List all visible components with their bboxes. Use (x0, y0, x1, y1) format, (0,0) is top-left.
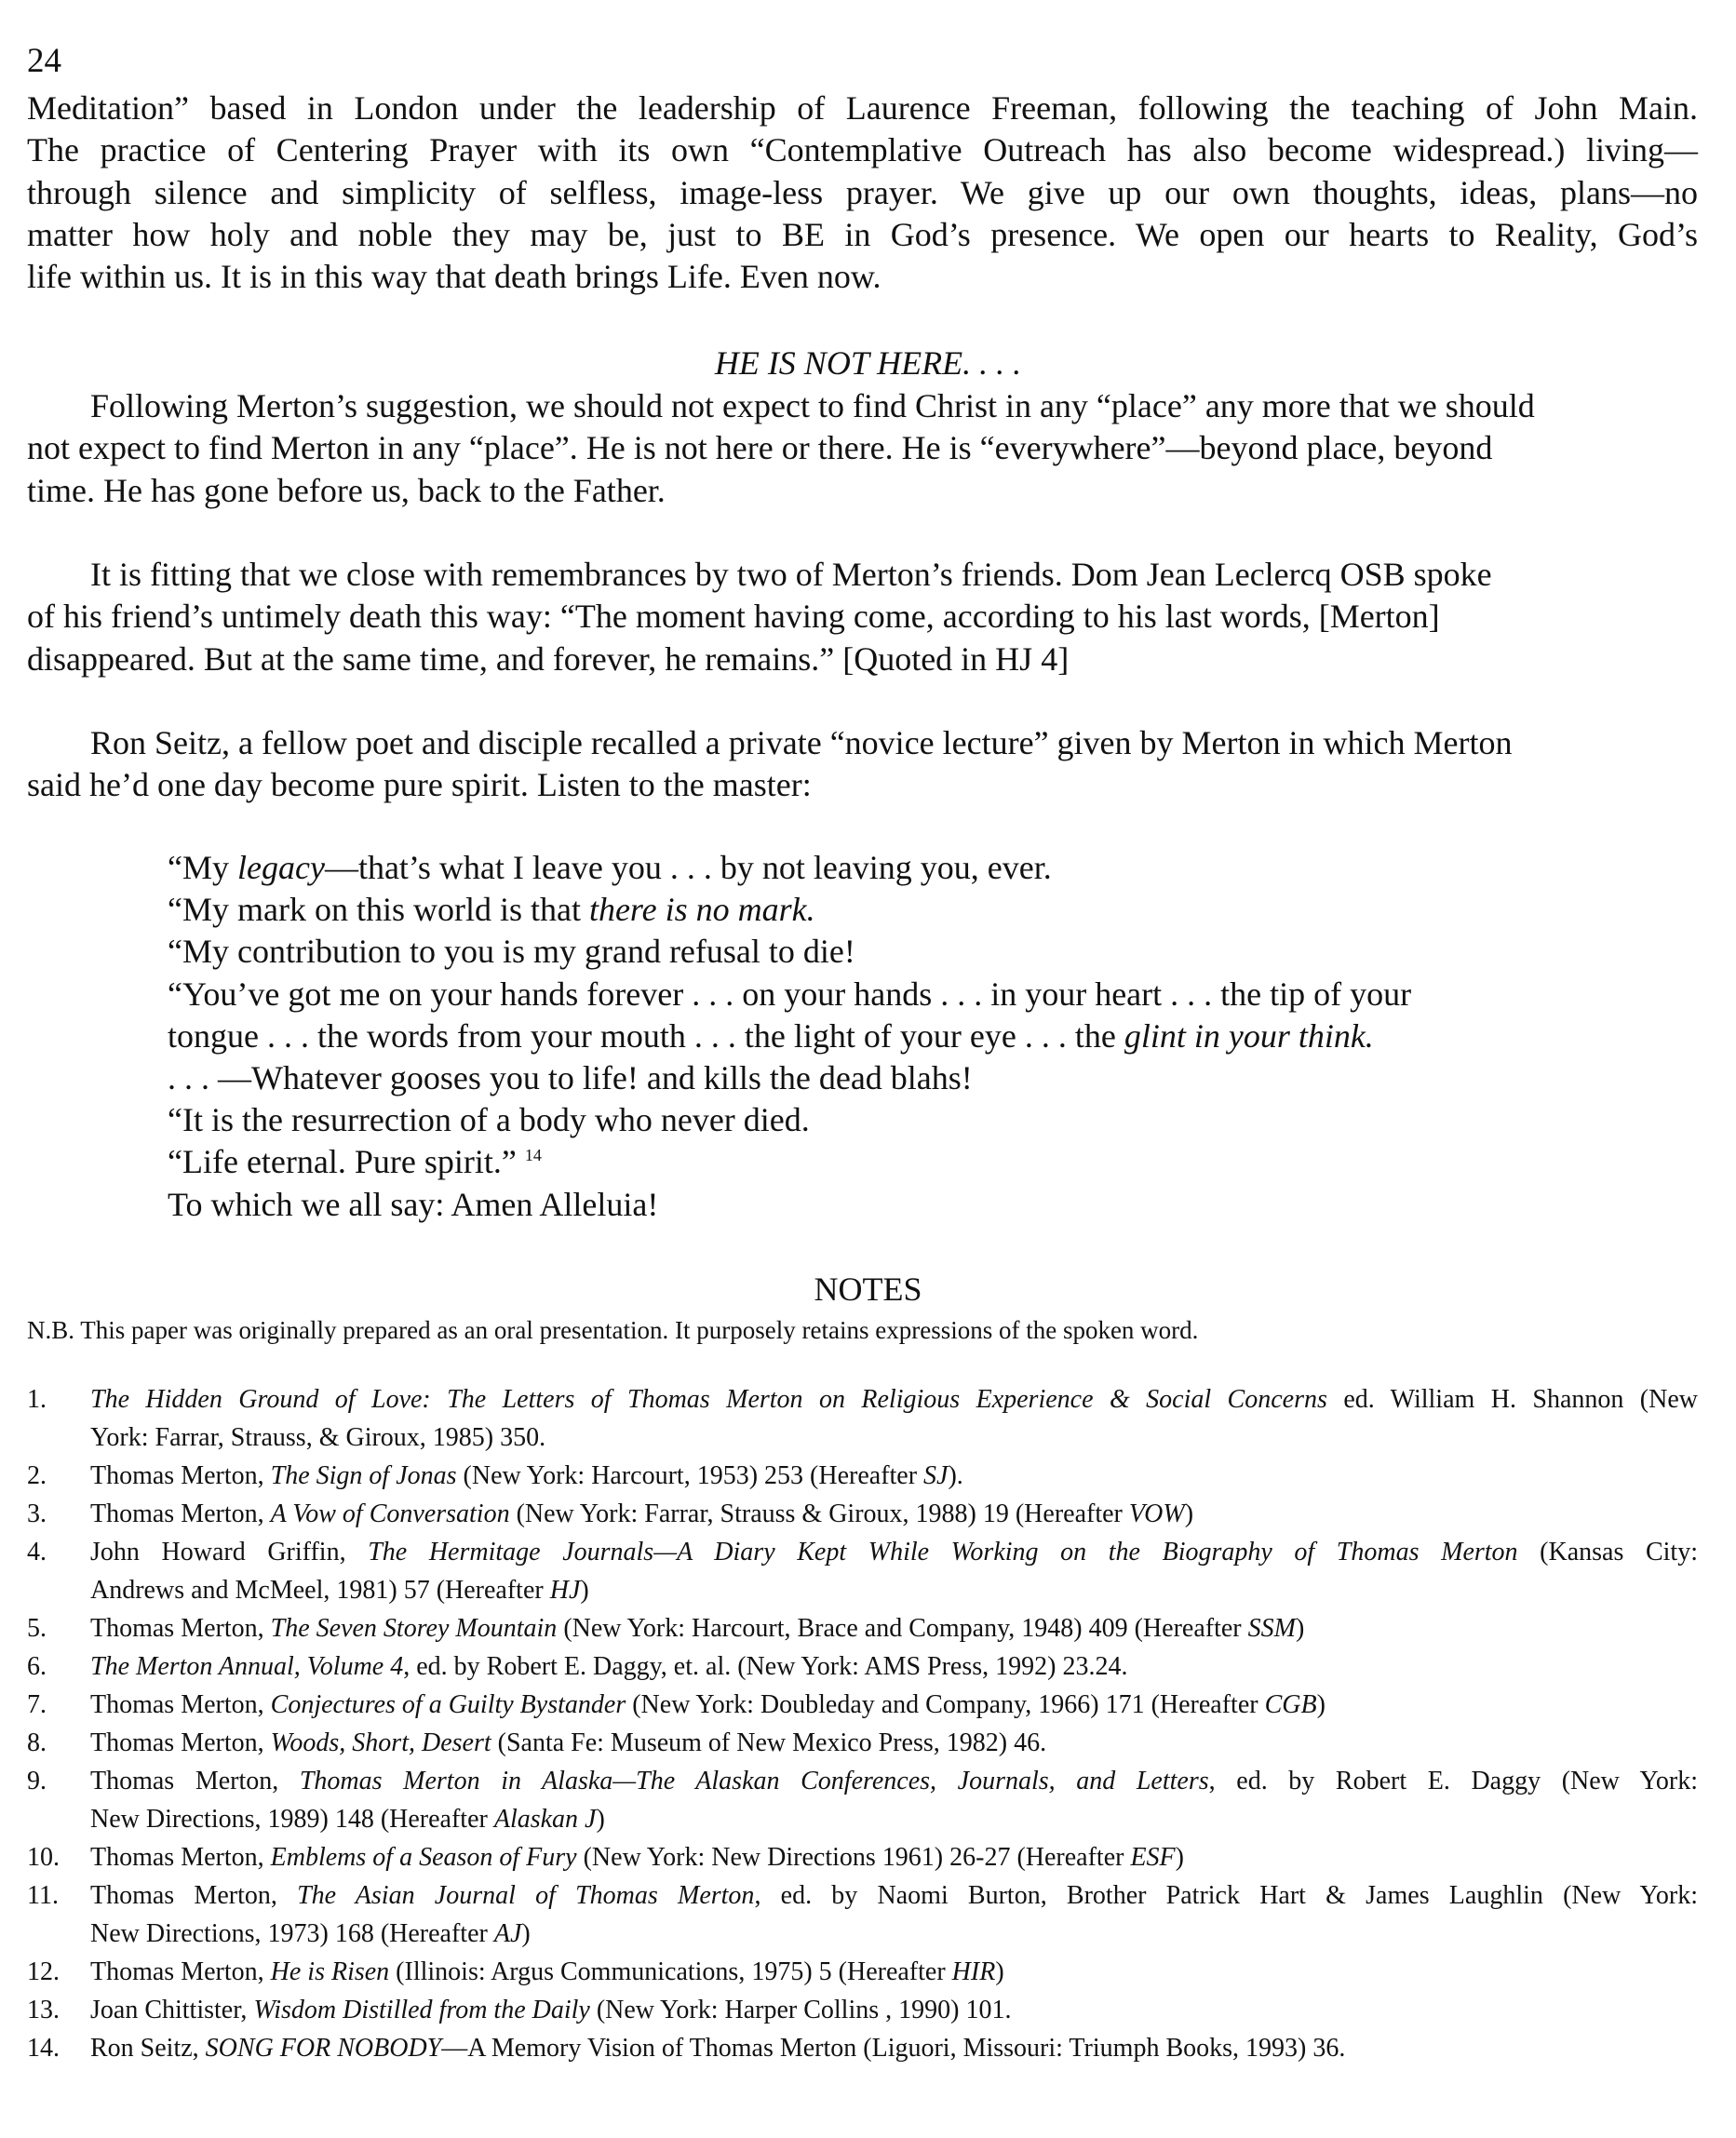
note-item (27, 1724, 1698, 1762)
note-segment: —A Memory Vision of Thomas Merton (Liguori, Missouri: Triumph Books, 1993) 36. (441, 2034, 1346, 2063)
italic-title: The Hidden Ground of Love: The Letters of Thomas Merton on Religious Experience & Social Concerns (90, 1385, 1327, 1414)
note-segment: John Howard Griffin, (90, 1538, 369, 1567)
italic-title: ESF (1130, 1843, 1176, 1872)
note-line (90, 1876, 1698, 1915)
italic-title: Alaskan J (493, 1805, 597, 1834)
note-segment: Thomas Merton, (90, 1614, 271, 1643)
italic-title: HIR (951, 1957, 996, 1986)
note-text (90, 2029, 1698, 2067)
italic-title: He is Risen (270, 1957, 390, 1986)
italic-title: A Vow of Conversation (270, 1499, 510, 1528)
note-segment: ). (948, 1461, 963, 1490)
note-line (90, 1915, 1698, 1953)
note-segment: Thomas Merton, (90, 1728, 271, 1757)
note-segment: (Kansas City: (1517, 1538, 1698, 1567)
note-number: 3. (27, 1499, 47, 1528)
note-text (90, 1724, 1698, 1762)
note-item (27, 1495, 1698, 1533)
note-line (90, 1686, 1698, 1724)
note-segment: Joan Chittister, (90, 1996, 254, 2024)
note-segment: Thomas Merton, (90, 1499, 271, 1528)
quote-line: “It is the resurrection of a body who never died. (168, 1101, 810, 1139)
note-item (27, 1953, 1698, 1991)
text-line: through silence and simplicity of selfless, image-less prayer. We give up our own thoughts, ideas, plans—no (27, 173, 1698, 211)
note-number: 2. (27, 1461, 47, 1490)
note-number: 4. (27, 1538, 47, 1567)
note-line (90, 1533, 1698, 1571)
text-line: The practice of Centering Prayer with its own “Contemplative Outreach has also become widespread.) living— (27, 131, 1698, 169)
note-line (90, 1724, 1698, 1762)
note-text (90, 1838, 1698, 1876)
italic-title: The Sign of Jonas (270, 1461, 457, 1490)
note-segment: (Illinois: Argus Communications, 1975) 5 (Hereafter (389, 1957, 952, 1986)
note-text (90, 1762, 1698, 1838)
text-line: life within us. It is in this way that death brings Life. Even now. (27, 258, 881, 296)
section-heading: HE IS NOT HERE. . . . (714, 344, 1022, 382)
text-line: time. He has gone before us, back to the Father. (27, 471, 666, 509)
text-line: of his friend’s untimely death this way: “The moment having come, according to his last words, [Merton] (27, 598, 1440, 636)
note-segment: Thomas Merton, (90, 1957, 271, 1986)
note-segment: Thomas Merton, (90, 1767, 300, 1795)
quote-line: “My mark on this world is that there is no mark. (168, 891, 815, 929)
note-line (90, 1609, 1698, 1647)
note-segment: ) (596, 1805, 605, 1834)
note-item (27, 1876, 1698, 1953)
note-segment: (New York: Harcourt, 1953) 253 (Hereafter (456, 1461, 924, 1490)
quote-line: “You’ve got me on your hands forever . . . on your hands . . . in your heart . . . the tip of your (168, 975, 1412, 1013)
note-item (27, 1380, 1698, 1457)
note-text (90, 1495, 1698, 1533)
note-segment: Ron Seitz, (90, 2034, 206, 2063)
italic-title: CGB (1264, 1690, 1317, 1719)
note-segment: ) (1295, 1614, 1305, 1643)
note-line (90, 1800, 1698, 1838)
note-text (90, 1533, 1698, 1609)
quote-line: “My legacy—that’s what I leave you . . . by not leaving you, ever. (168, 849, 1052, 886)
note-item (27, 1991, 1698, 2029)
text-line: disappeared. But at the same time, and forever, he remains.” [Quoted in HJ 4] (27, 639, 1070, 678)
note-segment: Thomas Merton, (90, 1461, 271, 1490)
italic-title: The Seven Storey Mountain (270, 1614, 558, 1643)
note-segment: Thomas Merton, (90, 1690, 271, 1719)
note-line (90, 2029, 1698, 2067)
italic-title: Thomas Merton in Alaska—The Alaskan Conferences, Journals, and Letters (299, 1767, 1209, 1795)
seitz-paragraph (27, 722, 1698, 807)
quote-line: To which we all say: Amen Alleluia! (168, 1185, 659, 1223)
note-text (90, 1609, 1698, 1647)
note-segment: (New York: Farrar, Strauss & Giroux, 1988) 19 (Hereafter (509, 1499, 1129, 1528)
note-item (27, 1647, 1698, 1686)
italic-title: SONG FOR NOBODY (205, 2034, 442, 2063)
italic-title: Emblems of a Season of Fury (270, 1843, 577, 1872)
note-segment: (New York: Harper Collins , 1990) 101. (589, 1996, 1012, 2024)
notes-nb: N.B. This paper was originally prepared as an oral presentation. It purposely retains expressions of the spoken word. (27, 1316, 1199, 1344)
note-segment: (New York: Doubleday and Company, 1966) 171 (Hereafter (626, 1690, 1265, 1719)
text-line: It is fitting that we close with remembrances by two of Merton’s friends. Dom Jean Leclercq OSB spoke (90, 556, 1492, 593)
text-line: matter how holy and noble they may be, just to BE in God’s presence. We open our hearts to Reality, God’s (27, 215, 1698, 253)
note-segment: ) (1175, 1843, 1184, 1872)
note-segment: , ed. by Robert E. Daggy (New York: (1208, 1767, 1698, 1795)
italic-title: The Asian Journal of Thomas Merton (297, 1881, 755, 1910)
note-number: 5. (27, 1614, 47, 1643)
merton-quote (168, 847, 1694, 1226)
note-number: 14. (27, 2034, 60, 2063)
page-number: 24 (27, 42, 61, 80)
quote-line: tongue . . . the words from your mouth . . . the light of your eye . . . the glint in your think. (168, 1016, 1374, 1055)
footnote-ref: 14 (524, 1146, 542, 1165)
note-number: 6. (27, 1652, 47, 1681)
note-segment: Thomas Merton, (90, 1843, 271, 1872)
text-line: Ron Seitz, a fellow poet and disciple recalled a private “novice lecture” given by Merton in which Merton (90, 724, 1513, 761)
note-line (90, 1457, 1698, 1495)
notes-heading: NOTES (814, 1271, 922, 1308)
note-line (90, 1762, 1698, 1800)
note-segment: (New York: New Directions 1961) 26-27 (Hereafter (576, 1843, 1131, 1872)
text-line: said he’d one day become pure spirit. Listen to the master: (27, 766, 812, 804)
note-number: 12. (27, 1957, 60, 1986)
note-text (90, 1991, 1698, 2029)
italic-title: Woods, Short, Desert (270, 1728, 491, 1757)
italic-title: VOW (1128, 1499, 1185, 1528)
note-segment: ) (995, 1957, 1004, 1986)
note-item (27, 1457, 1698, 1495)
note-segment: York: Farrar, Strauss, & Giroux, 1985) 350. (90, 1423, 546, 1452)
note-item (27, 2029, 1698, 2067)
note-text (90, 1876, 1698, 1953)
note-item (27, 1686, 1698, 1724)
note-number: 1. (27, 1385, 47, 1414)
note-item (27, 1762, 1698, 1838)
not-here-paragraph (27, 385, 1698, 512)
note-text (90, 1686, 1698, 1724)
note-segment: ) (1184, 1499, 1194, 1528)
note-text (90, 1647, 1698, 1686)
note-segment: (Santa Fe: Museum of New Mexico Press, 1982) 46. (491, 1728, 1047, 1757)
note-text (90, 1953, 1698, 1991)
note-line (90, 1380, 1698, 1419)
note-item (27, 1609, 1698, 1647)
note-line (90, 1991, 1698, 2029)
italic-title: The Merton Annual, Volume 4 (90, 1652, 404, 1681)
note-item (27, 1838, 1698, 1876)
quote-line: “My contribution to you is my grand refusal to die! (168, 933, 855, 971)
note-segment: , ed. by Naomi Burton, Brother Patrick Hart & James Laughlin (New York: (754, 1881, 1699, 1910)
note-number: 13. (27, 1996, 60, 2024)
note-line (90, 1571, 1698, 1609)
note-line (90, 1953, 1698, 1991)
text-line: Meditation” based in London under the leadership of Laurence Freeman, following the teaching of John Main. (27, 89, 1698, 127)
italic-title: The Hermitage Journals—A Diary Kept While Working on the Biography of Thomas Merton (368, 1538, 1518, 1567)
note-line (90, 1838, 1698, 1876)
quote-line: “Life eternal. Pure spirit.” $^{14}$ (168, 1143, 542, 1181)
note-text (90, 1457, 1698, 1495)
note-segment: ed. William H. Shannon (New (1326, 1385, 1698, 1414)
friends-paragraph (27, 554, 1698, 680)
note-number: 11. (27, 1881, 59, 1910)
note-segment: , ed. by Robert E. Daggy, et. al. (New York: AMS Press, 1992) 23.24. (403, 1652, 1128, 1681)
quote-line: . . . —Whatever gooses you to life! and kills the dead blahs! (168, 1059, 973, 1097)
note-number: 7. (27, 1690, 47, 1719)
note-text (90, 1380, 1698, 1457)
italic-title: Wisdom Distilled from the Daily (253, 1996, 590, 2024)
note-segment: (New York: Harcourt, Brace and Company, 1948) 409 (Hereafter (557, 1614, 1248, 1643)
italic-title: AJ (493, 1919, 522, 1948)
note-segment: Andrews and McMeel, 1981) 57 (Hereafter (90, 1576, 550, 1605)
text-line: Following Merton’s suggestion, we should not expect to find Christ in any “place” any more that we should (90, 387, 1535, 424)
note-item (27, 1533, 1698, 1609)
note-segment: New Directions, 1973) 168 (Hereafter (90, 1919, 494, 1948)
note-segment: New Directions, 1989) 148 (Hereafter (90, 1805, 494, 1834)
note-segment: ) (1316, 1690, 1326, 1719)
italic-title: SJ (923, 1461, 949, 1490)
note-number: 9. (27, 1767, 47, 1795)
note-segment: ) (521, 1919, 531, 1948)
intro-paragraph (27, 87, 1698, 298)
note-line (90, 1419, 1698, 1457)
note-number: 10. (27, 1843, 60, 1872)
note-line (90, 1647, 1698, 1686)
italic-title: HJ (549, 1576, 581, 1605)
note-number: 8. (27, 1728, 47, 1757)
note-segment: ) (580, 1576, 589, 1605)
note-segment: Thomas Merton, (90, 1881, 298, 1910)
italic-title: SSM (1247, 1614, 1296, 1643)
text-line: not expect to find Merton in any “place”. He is not here or there. He is “everywhere”—beyond place, beyond (27, 429, 1493, 467)
italic-title: Conjectures of a Guilty Bystander (270, 1690, 626, 1719)
note-line (90, 1495, 1698, 1533)
